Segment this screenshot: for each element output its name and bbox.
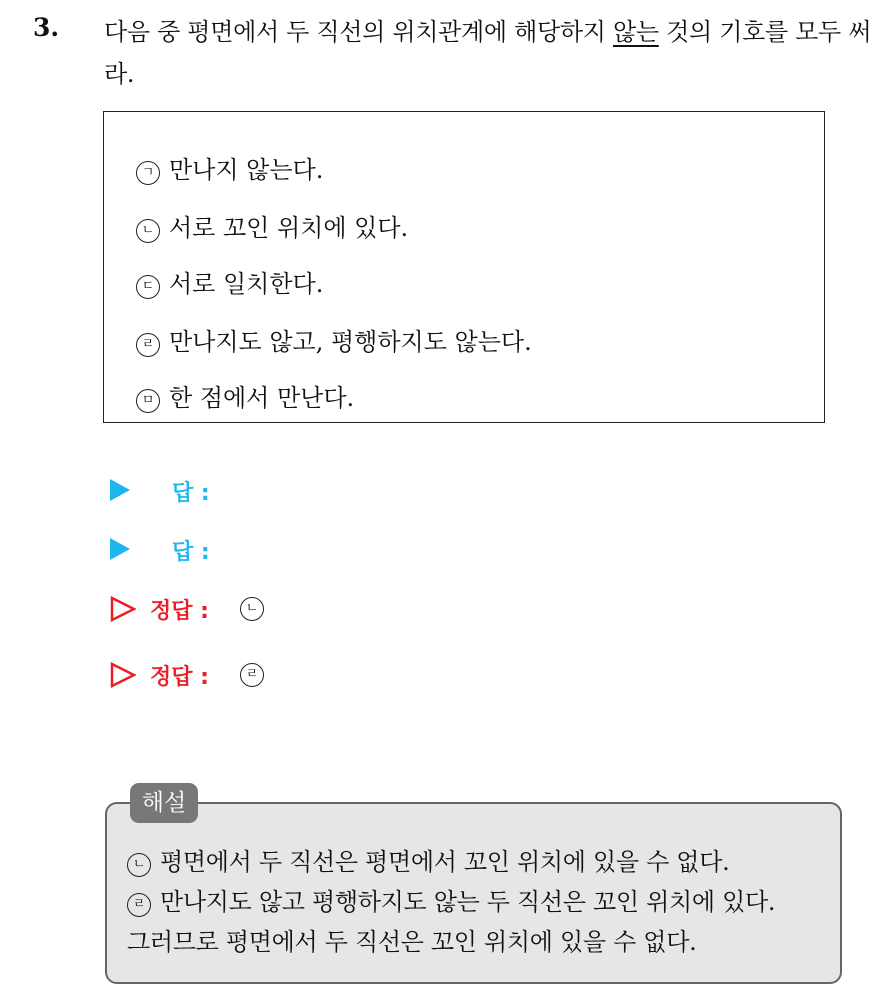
question-emphasis: 않는 [612, 18, 659, 46]
choice-marker: ㅁ [136, 389, 160, 413]
choice-marker: ㄱ [136, 161, 160, 185]
answer-label: 답 : [172, 481, 210, 506]
question-text-before: 다음 중 평면에서 두 직선의 위치관계에 해당하지 [104, 18, 613, 46]
filled-triangle-icon [110, 479, 130, 501]
choice-4 [136, 322, 532, 357]
explanation-marker: ㄹ [127, 893, 151, 917]
choice-marker: ㄷ [136, 275, 160, 299]
choice-2 [136, 208, 408, 243]
question-number: 3. [33, 13, 60, 42]
choice-1 [136, 150, 323, 185]
explanation-tag: 해설 [130, 783, 198, 823]
correct-value: ㄹ [240, 663, 264, 687]
explanation-marker: ㄴ [127, 853, 151, 877]
choice-5 [136, 378, 354, 413]
explanation-line-1 [127, 842, 729, 877]
choice-text: 한 점에서 만난다. [169, 384, 355, 412]
question-text [104, 11, 874, 95]
choice-text: 서로 꼬인 위치에 있다. [169, 214, 409, 242]
choice-3 [136, 264, 323, 299]
choice-text: 만나지도 않고, 평행하지도 않는다. [169, 328, 532, 356]
correct-label: 정답 : [150, 665, 209, 690]
explanation-text: 그러므로 평면에서 두 직선은 꼬인 위치에 있을 수 없다. [127, 928, 697, 956]
correct-value: ㄴ [240, 597, 264, 621]
answer-label: 답 : [172, 540, 210, 565]
correct-label: 정답 : [150, 599, 209, 624]
filled-triangle-icon [110, 538, 130, 560]
explanation-text: 평면에서 두 직선은 평면에서 꼬인 위치에 있을 수 없다. [160, 848, 730, 876]
choice-text: 서로 일치한다. [169, 270, 324, 298]
outline-triangle-icon [110, 596, 136, 622]
explanation-line-2 [127, 882, 775, 917]
choices-box [103, 111, 825, 423]
explanation-text: 만나지도 않고 평행하지도 않는 두 직선은 꼬인 위치에 있다. [160, 888, 776, 916]
explanation-box [105, 802, 842, 984]
outline-triangle-icon [110, 662, 136, 688]
question-text-after: 것의 기호를 모두 써라. [104, 18, 872, 88]
choice-text: 만나지 않는다. [169, 156, 324, 184]
choice-marker: ㄹ [136, 333, 160, 357]
choice-marker: ㄴ [136, 219, 160, 243]
explanation-line-3 [127, 922, 696, 957]
